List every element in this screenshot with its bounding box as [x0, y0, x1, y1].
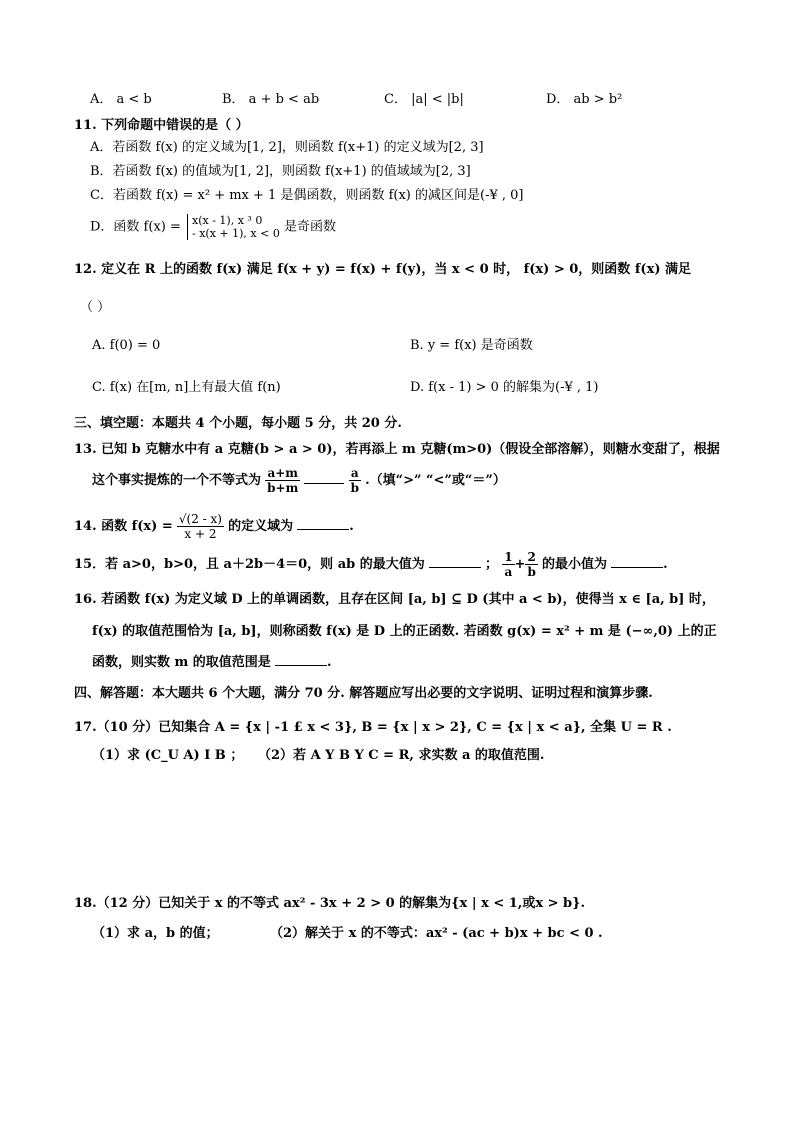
- q13-line1: 13. 已知 b 克糖水中有 a 克糖(b > a > 0)，若再添上 m 克糖(m>0)（假设全部溶解），则糖水变甜了，根据: [74, 442, 720, 457]
- q15-answer-blank-2[interactable]: [611, 554, 663, 568]
- section-4-heading: 四、解答题：本大题共 6 个大题，满分 70 分. 解答题应写出必要的文字说明、证明过程和演算步骤.: [74, 686, 653, 701]
- q18-line1: 18.（12 分）已知关于 x 的不等式 ax² - 3x + 2 > 0 的解集为{x | x < 1,或x > b}.: [74, 896, 586, 911]
- q15-plus: +: [514, 557, 526, 572]
- q14-suffix: 的定义域为: [228, 519, 294, 534]
- q13-fraction-1: [265, 466, 300, 495]
- q10-option-c: C． |a| < |b|: [384, 92, 464, 107]
- q11-d-case2: - x(x + 1), x < 0: [192, 227, 280, 240]
- q12-option-a: A. f(0) = 0: [92, 338, 161, 353]
- q11-d-suffix: 是奇函数: [283, 219, 336, 235]
- q15-line: 15．若 a>0，b>0，且 a＋2b－4＝0，则 ab 的最大值为 ； $\frac{1}{a}$ + $\frac{2}{b}$ 的最小值为 .: [74, 550, 668, 579]
- q15-frac-b-num: 2: [525, 550, 537, 565]
- q11-d-piecewise: [187, 214, 280, 240]
- q12-option-b: B. y = f(x) 是奇函数: [410, 338, 533, 353]
- q13-line2-prefix: 这个事实提炼的一个不等式为: [92, 473, 262, 488]
- q12-stem: [74, 260, 691, 280]
- q13-fraction-2: [349, 466, 361, 495]
- q16-answer-blank[interactable]: [275, 652, 327, 666]
- q15-answer-blank-1[interactable]: [429, 554, 481, 568]
- q14-fraction: [177, 512, 224, 541]
- q13-line2-suffix: .（填“>” “<”或“＝”）: [365, 473, 506, 488]
- q11-option-d: [90, 214, 336, 240]
- q10-option-b: B． a + b < ab: [222, 92, 320, 107]
- q11-option-b: B．若函数 f(x) 的值域为[1, 2]，则函数 f(x+1) 的值域域为[2, 3]: [90, 164, 471, 179]
- q15-suffix: 的最小值为: [541, 557, 607, 572]
- q15-frac-b-den: b: [527, 565, 536, 579]
- q15-frac-a: [502, 550, 514, 579]
- q17-part1: （1）求 (C_U A) I B ；: [92, 748, 244, 763]
- q14-answer-blank[interactable]: [297, 516, 349, 530]
- q18-part1: （1）求 a，b 的值；: [92, 926, 219, 941]
- q13-line2: [92, 466, 506, 496]
- q13-frac2-den: b: [350, 481, 359, 495]
- q12-stem-text: 12. 定义在 R 上的函数 f(x) 满足 f(x + y) = f(x) + f(y)，当 x < 0 时， f(x) > 0，则函数 f(x) 满足: [74, 262, 691, 277]
- q12-option-d: D. f(x - 1) > 0 的解集为(-¥ , 1): [410, 380, 599, 395]
- q15-frac-a-den: a: [504, 565, 513, 579]
- q16-line2: f(x) 的取值范围恰为 [a, b]，则称函数 f(x) 是 D 上的正函数. 若函数 g(x) = x² + m 是 (−∞,0) 上的正: [92, 624, 717, 639]
- q15-prefix: 15．若 a>0，b>0，且 a＋2b－4＝0，则 ab 的最大值为: [74, 557, 425, 572]
- q13-frac2-num: a: [349, 466, 361, 481]
- q13-frac1-num: a+m: [265, 466, 300, 481]
- q14-line: 14. 函数 f(x) = $\frac{√(2 - x)}{x + 2}$ 的定义域为 .: [74, 512, 354, 541]
- q15-frac-b: [525, 550, 537, 579]
- q14-den: x + 2: [184, 527, 217, 541]
- q14-num: √(2 - x): [178, 512, 222, 526]
- q10-option-d: D． ab > b²: [546, 92, 623, 107]
- q11-option-a: A．若函数 f(x) 的定义域为[1, 2]，则函数 f(x+1) 的定义域为[2, 3]: [90, 140, 484, 155]
- q11-stem: 11. 下列命题中错误的是（ ）: [74, 118, 249, 133]
- q10-option-a: A． a < b: [90, 92, 152, 107]
- q12-option-c: C. f(x) 在[m, n]上有最大值 f(n): [92, 380, 281, 395]
- q12-paren: （ ）: [80, 300, 111, 315]
- q11-option-c: C．若函数 f(x) = x² + mx + 1 是偶函数，则函数 f(x) 的减区间是(-¥ , 0]: [90, 188, 524, 203]
- q16-line3-prefix: 函数，则实数 m 的取值范围是: [92, 655, 271, 670]
- q15-mid: ；: [485, 557, 499, 572]
- q13-frac1-den: b+m: [267, 481, 299, 495]
- q17-line1: 17.（10 分）已知集合 A = {x | -1 £ x < 3}, B = {x | x > 2}, C = {x | x < a}, 全集 U = R .: [74, 720, 672, 735]
- q14-prefix: 14. 函数 f(x) =: [74, 519, 173, 534]
- q16-line3: 函数，则实数 m 的取值范围是 .: [92, 652, 331, 673]
- q17-part2: （2）若 A Y B Y C = R, 求实数 a 的取值范围.: [258, 748, 545, 763]
- q18-part2: （2）解关于 x 的不等式：ax² - (ac + b)x + bc < 0 .: [270, 926, 603, 941]
- q13-answer-blank[interactable]: [304, 470, 344, 484]
- q15-frac-a-num: 1: [504, 550, 513, 564]
- q11-d-prefix: D．函数 f(x) =: [90, 219, 181, 235]
- q11-d-case1: x(x - 1), x ³ 0: [192, 214, 263, 227]
- q16-line1: 16. 若函数 f(x) 为定义域 D 上的单调函数，且存在区间 [a, b] ⊆ D (其中 a < b)，使得当 x ∈ [a, b] 时，: [74, 592, 715, 607]
- section-3-heading: 三、填空题：本题共 4 个小题，每小题 5 分，共 20 分.: [74, 416, 402, 431]
